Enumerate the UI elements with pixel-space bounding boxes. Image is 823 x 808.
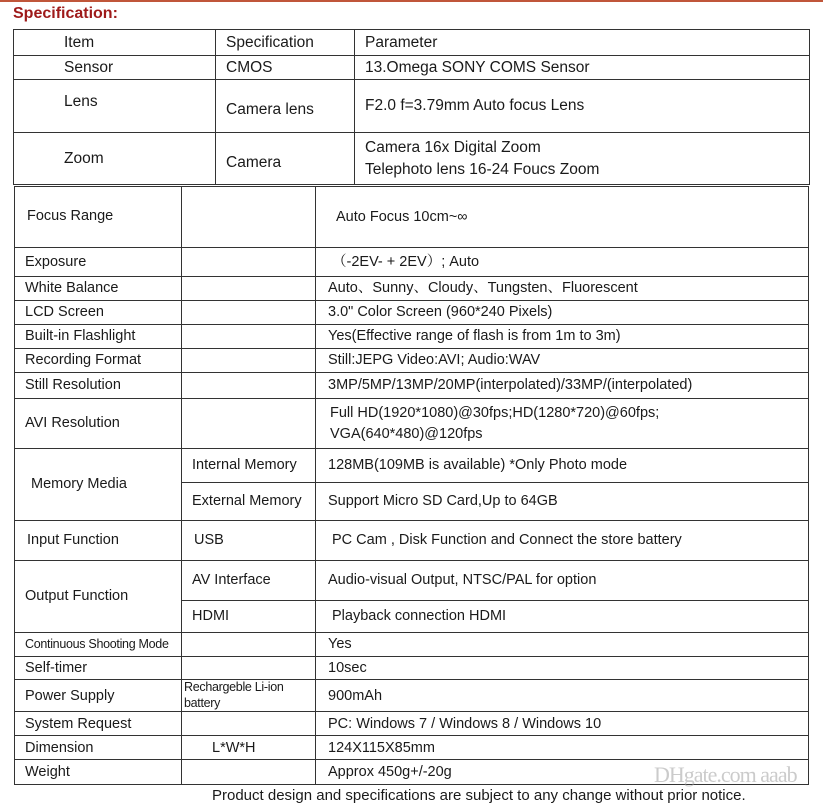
item-cell: Focus Range: [15, 187, 182, 248]
param-cell: Playback connection HDMI: [316, 601, 809, 633]
table-row: [15, 349, 809, 373]
spec-cell: [182, 712, 316, 736]
table-row: [15, 657, 809, 680]
item-cell: Memory Media: [15, 449, 182, 521]
spec-cell: [182, 349, 316, 373]
param-cell: 13.Omega SONY COMS Sensor: [355, 56, 810, 80]
param-cell: 124X115X85mm: [316, 736, 809, 760]
spec-cell: CMOS: [216, 56, 355, 80]
item-cell: Dimension: [15, 736, 182, 760]
param-cell: Yes: [316, 633, 809, 657]
item-cell: Output Function: [15, 561, 182, 633]
item-cell: Built-in Flashlight: [15, 325, 182, 349]
item-cell: Power Supply: [15, 680, 182, 712]
param-cell: Audio-visual Output, NTSC/PAL for option: [316, 561, 809, 601]
param-cell: Auto、Sunny、Cloudy、Tungsten、Fluorescent: [316, 277, 809, 301]
item-cell: Weight: [15, 760, 182, 785]
spec-cell: Internal Memory: [182, 449, 316, 483]
table-row: [15, 736, 809, 760]
spec-cell: HDMI: [182, 601, 316, 633]
param-cell: [355, 133, 810, 185]
detail-spec-table: [14, 186, 809, 785]
item-cell: White Balance: [15, 277, 182, 301]
param-cell: [316, 399, 809, 449]
param-cell: Still:JEPG Video:AVI; Audio:WAV: [316, 349, 809, 373]
spec-cell: USB: [182, 521, 316, 561]
param-cell: 3MP/5MP/13MP/20MP(interpolated)/33MP/(interpolated): [316, 373, 809, 399]
table-row: [14, 133, 810, 185]
table-row: [14, 80, 810, 133]
spec-cell: [182, 373, 316, 399]
table-row: [15, 301, 809, 325]
table-row: [14, 56, 810, 80]
table-row: [15, 633, 809, 657]
table-header-row: [14, 30, 810, 56]
item-cell: System Request: [15, 712, 182, 736]
item-cell: Zoom: [14, 133, 216, 185]
spec-cell: AV Interface: [182, 561, 316, 601]
column-header-parameter: Parameter: [355, 30, 810, 56]
table-row: [15, 399, 809, 449]
spec-cell: [182, 187, 316, 248]
param-line: Telephoto lens 16-24 Foucs Zoom: [365, 161, 600, 178]
item-cell: AVI Resolution: [15, 399, 182, 449]
spec-cell: Camera: [216, 133, 355, 185]
table-row: [15, 187, 809, 248]
param-cell: Approx 450g+/-20g: [316, 760, 809, 785]
spec-cell: [182, 301, 316, 325]
table-row: [15, 373, 809, 399]
item-cell: Still Resolution: [15, 373, 182, 399]
table-row: [15, 248, 809, 277]
param-cell: 10sec: [316, 657, 809, 680]
table-row: [15, 680, 809, 712]
spec-cell: L*W*H: [182, 736, 316, 760]
watermark: DHgate.com aaab: [654, 762, 797, 787]
table-row: [15, 712, 809, 736]
spec-cell: [182, 657, 316, 680]
table-row: [15, 521, 809, 561]
param-cell: 900mAh: [316, 680, 809, 712]
spec-cell: [182, 325, 316, 349]
param-cell: （-2EV- + 2EV）; Auto: [316, 248, 809, 277]
table-row: [15, 277, 809, 301]
param-cell: 128MB(109MB is available) *Only Photo mode: [316, 449, 809, 483]
item-cell: Self-timer: [15, 657, 182, 680]
spec-cell: Camera lens: [216, 80, 355, 133]
spec-cell: [182, 399, 316, 449]
footer-note: Product design and specifications are subject to any change without prior notice.: [212, 787, 746, 804]
section-heading: Specification:: [13, 5, 118, 22]
column-header-item: Item: [14, 30, 216, 56]
item-cell: Recording Format: [15, 349, 182, 373]
param-cell: 3.0" Color Screen (960*240 Pixels): [316, 301, 809, 325]
spec-cell: External Memory: [182, 483, 316, 521]
item-cell: Continuous Shooting Mode: [15, 633, 182, 657]
spec-cell: [182, 248, 316, 277]
column-header-specification: Specification: [216, 30, 355, 56]
item-cell: Exposure: [15, 248, 182, 277]
table-row: [15, 325, 809, 349]
item-cell: LCD Screen: [15, 301, 182, 325]
param-line: Full HD(1920*1080)@30fps;HD(1280*720)@60fps;: [330, 404, 660, 421]
item-cell: Lens: [14, 80, 216, 133]
table-row: [15, 449, 809, 483]
param-cell: Auto Focus 10cm~∞: [316, 187, 809, 248]
param-cell: Yes(Effective range of flash is from 1m to 3m): [316, 325, 809, 349]
table-row: [15, 561, 809, 601]
header-spec-table: [13, 29, 810, 185]
param-cell: PC: Windows 7 / Windows 8 / Windows 10: [316, 712, 809, 736]
param-line: VGA(640*480)@120fps: [330, 426, 483, 442]
item-cell: Sensor: [14, 56, 216, 80]
top-rule: [0, 0, 823, 2]
param-cell: Support Micro SD Card,Up to 64GB: [316, 483, 809, 521]
item-cell: Input Function: [15, 521, 182, 561]
param-cell: F2.0 f=3.79mm Auto focus Lens: [355, 80, 810, 133]
spec-cell: Rechargeble Li-ion battery: [182, 680, 316, 712]
spec-cell: [182, 277, 316, 301]
param-cell: PC Cam , Disk Function and Connect the store battery: [316, 521, 809, 561]
param-line: Camera 16x Digital Zoom: [365, 138, 541, 156]
spec-cell: [182, 760, 316, 785]
spec-cell: [182, 633, 316, 657]
